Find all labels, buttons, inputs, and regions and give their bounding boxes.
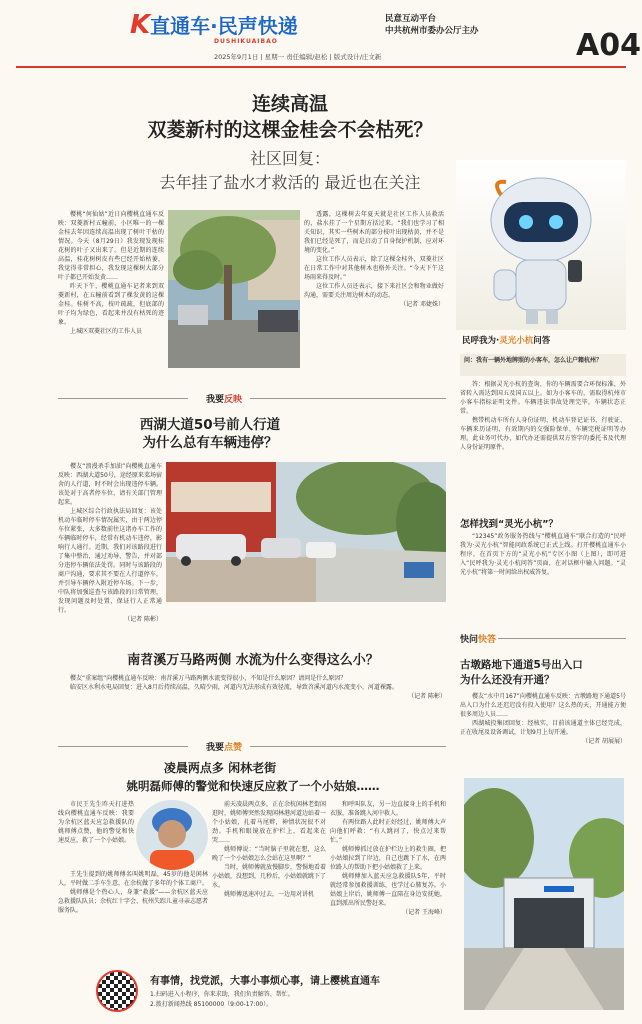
robot-answer (460, 380, 626, 510)
robot-mascot-box (456, 160, 626, 330)
sidebar-story-body (460, 692, 626, 774)
divider (250, 746, 446, 747)
lead-sub1: 社区回复： (249, 149, 330, 168)
story4-para2: 王先生提到的姚师傅名叫姚明磊，45岁的他是闲林人，平时做二手车生意，在余杭做了多年的个体工商户。 (58, 871, 208, 887)
section-label: 我要 (206, 743, 225, 753)
footer-line2: 2.拨打新闻热线 85100000（9:00-17:00）。 (150, 1001, 273, 1008)
sidewalk-photo (166, 462, 446, 602)
section-tag-dianzan (206, 740, 242, 753)
section-label: 快问 (460, 635, 479, 645)
section-tag-fanying (206, 392, 242, 405)
robot-name (462, 334, 550, 346)
story2-title1: 西湖大道50号前人行道 (139, 417, 281, 433)
lead-para4: 透露，这棵树去年夏天就是社区工作人员救活的，盐水挂了一个星期方括过来。“我们也学习了相关知识，其实一些树木的部分枝叶出现枯黄，并不是我们已经是死了，而是启动了自身保护机制，应对环境的变化。” (304, 211, 444, 254)
story2-title2: 为什么总有车辆违停？ (142, 435, 278, 451)
robot-name-main: 灵光小杭 (499, 336, 534, 346)
story4-para5: 姚师傅说：“当时脑子里就在想，这么晚了一个小姑娘怎么会站在这里啊？” (212, 846, 326, 862)
section-label-red: 点赞 (224, 743, 243, 753)
story4-col1b (58, 870, 208, 960)
lead-title1: 连续高温 (251, 93, 328, 115)
story4-col2 (212, 800, 326, 960)
story3-para1: 樱友“重案组”向樱桃直通车反映：南苕溪万马路两侧水流变得很小，不知是什么原因？请问是什么原因？ (70, 675, 347, 682)
section-label: 我要 (206, 395, 225, 405)
sidebar-story-para1: 樱友“水中月167”向樱桃直通车反映：古墩路地下通道5号出入口为什么还迟迟没有投入使用？这么热的天，开通能方便很多周边人员…… (460, 693, 626, 718)
story4-title2: 姚明磊师傅的警觉和快速反应救了一个小姑娘…… (126, 779, 380, 793)
story4-para7: 姚师傅迅速冲过去，一边用对讲机 (224, 891, 315, 898)
story2-body (58, 462, 162, 640)
brand-k-icon: K (130, 10, 151, 40)
robot-mascot-icon (456, 160, 626, 330)
robot-name-prefix: 民呼我为· (462, 336, 500, 346)
lead-para6: 这位工作人员还表示，接下来社区会和物业做好沟通，需要关注周边树木的动态。 (304, 283, 444, 299)
masthead-title: 直通车·民声快递 (150, 14, 298, 38)
section-tag-kuaixun (460, 632, 496, 645)
partner-line2: 中共杭州市委办公厅主办 (385, 26, 479, 36)
story3-body (58, 674, 446, 706)
robot-question: 问：我有一辆外地牌照的小客车，怎么让户籍杭州？ (460, 354, 626, 376)
lead-byline: （记者 邓婕姝） (400, 301, 444, 308)
qr-code-icon[interactable] (96, 970, 138, 1012)
header-divider (16, 66, 626, 68)
story4-para4: 前天凌晨两点多，正在余杭闲林老街闲逛时，姚师傅突然发现闲林港河道边站着一个小姑娘，扎着马尾辫，神情状况很不对劲。手机和眼镜放在护栏上，看起来在哭…… (212, 801, 326, 844)
section-label-red: 快答 (478, 635, 497, 645)
underpass-photo (464, 778, 624, 1010)
section-label-red: 反映 (224, 395, 243, 405)
lead-para3: 上城区双菱社区的工作人员 (70, 328, 143, 335)
sidebar-byline: （记者 胡展展） (582, 738, 626, 745)
divider (250, 398, 446, 399)
divider (498, 638, 626, 639)
divider (58, 746, 188, 747)
story4-para11: 姚师傅加入蓝天应急救援队5年，平时就经常参加救援训练，也学过心肺复苏。小姑娘上岸后，姚师傅一直陪在身边安抚她，直到派出所民警赶来。 (330, 873, 446, 907)
story4-title1: 凌晨两点多 闲林老街 (163, 761, 277, 775)
lead-para5: 这位工作人员表示，除了这棵金桂外，双菱社区在日常工作中对其他树木也格外关注。“今天下午这场雨来得及时。” (304, 256, 444, 281)
footer-line1: 1.扫码进入小程序，你来求助，我们负责解答、帮忙。 (150, 991, 294, 998)
story4-para1: 市民王先生昨天打进热线向樱桃直通车反映：我要为余杭区蓝天应急救援队的姚师傅点赞，他的警觉和快速反应，救了一个小姑娘。 (58, 801, 134, 844)
lead-para1: 樱桃“何仙姑”近日向樱桃直通车反映：双菱新村五幢前，小区唯一的一棵金桂去年因连续高温出现了树叶干枯的情况。今天（8月29日）我发现发现桂花树的叶子又出来了。但是近期的连续高温，桂花树树皮有些已经开始枯萎，我觉得非常担心，我发现这棵树大部分叶子都已开始发黄…… (58, 211, 164, 281)
story2-para1: 樱友“浪漫杀手加油”向樱桃直通车反映：西湖大道50号，途经原来菜场宿舍的人行道，时不时会出现违停车辆。该处对于高者停车位，请有关部门管理起来。 (58, 463, 162, 506)
lead-body-left (58, 210, 164, 370)
lead-sub2: 去年挂了盐水才救活的 最近也在关注 (159, 173, 421, 192)
story4-col3 (330, 800, 446, 960)
page-number: A04 (576, 28, 641, 63)
lead-title2: 双菱新村的这棵金桂会不会枯死？ (147, 119, 433, 141)
story2-para2: 上城区综合行政执法局回复：该处机动车临时停车情况属实，由于两边停车位紧张，大多数前往这诸办车工作的车辆临时停车，经常有机动车违停，影响行人通行。近期，我们对该路段进行了集中整治，通过劝导、警告，并对部分违停车辆依法处罚。同时与该路段的商户沟通，要求其不要在人行道停车，并引导车辆停入附近停车场。下一步，中队将加强巡查与该路段的日常管理，发现问题及时处置，保证行人正常通行。 (58, 508, 162, 614)
lead-para2: 昨天下午，樱桃直通车记者来到双菱新村，在五幢前看到了棵发黄的这棵金桂。桂树不高，枝叶疏疏，但底部的叶子均为绿色，看起来并没有枯死的迹象。 (58, 283, 164, 326)
story3-byline: （记者 陈彬） (408, 693, 446, 700)
sidebar-story-title1: 古墩路地下通道5号出入口 (460, 659, 583, 671)
sidebar-story-para2: 西湖城投集团回复：经核实，目前该通道主体已经完成，正在收尾及设备调试，计划9月上旬开通。 (460, 720, 626, 736)
howto-body (460, 532, 626, 602)
story4-para3: 姚师傅是个热心人，身兼“救援”——余杭区蓝天应急救援队队员；余杭红十字会、杭州失踪儿童寻亲志愿者服务队。 (58, 889, 208, 914)
howto-para: “12345”政务服务热线与“樱桃直通车”联合打造的“民呼我为·灵光小杭”智能问政系统已正式上线。打开樱桃直通车小程序，在首页下方的“灵光小杭”专区小图（上图），即可进入“民呼我为·灵光小杭问答”页面，在对话框中输入问题。“灵光小杭”将第一时间给出权威答复。 (460, 533, 626, 576)
howto-title: 怎样找到“灵光小杭”？ (460, 519, 558, 530)
answer-para2: 携带机动车所有人身份证明、机动车登记证书、行驶证、车辆来历证明、有效期内的交强险保单、车辆完税证明等办理。此业务可代办，如代办还需提供双方签字的委托书及代理人身份证明原件。 (460, 417, 626, 451)
story3-title: 南苕溪万马路两侧 水流为什么变得这么小？ (127, 653, 379, 668)
story4-byline: （记者 王海峰） (402, 909, 446, 916)
story4-para10: 姚师傅抓过放在护栏边上的救生圈，把小姑娘拉到了岸边，自己也跳下了水，在两位路人的帮助下把小姑娘救了上来。 (330, 846, 446, 871)
partner-line1: 民意互动平台 (385, 14, 437, 24)
story4-para6: 当时，姚师傅就放慢脚步，警惕地看着小姑娘，没想到，几秒后，小姑娘就跳下了水。 (212, 864, 326, 889)
robot-name-suffix: 问答 (533, 336, 551, 346)
story4-para9: 有两位路人此时正好经过，姚师傅大声向他们呼救：“有人跳河了，快点过来帮忙。” (330, 819, 446, 844)
dateline: 2025年9月1日 | 星期一 责任编辑/赵松 | 版式设计/庄文新 (214, 53, 382, 61)
brand-en: DUSHIKUAIBAO (214, 38, 278, 45)
osmanthus-photo (168, 210, 300, 368)
hero-portrait (136, 800, 208, 870)
divider (58, 398, 188, 399)
story2-byline: （记者 陈彬） (124, 616, 162, 623)
footer-title: 有事情，找党派，大事小事烦心事，请上樱桃直通车 (150, 976, 380, 987)
answer-para1: 答：根据灵光小杭的查询，你的车辆需要合环保标准，外省转入需达到国五及国五以上。如为小客车的，需取得杭州市小客车指标证明文件。车辆违法事故处理完毕，车辆状态正常。 (460, 381, 626, 415)
partner-box (385, 13, 479, 37)
lead-body-right (304, 210, 444, 370)
masthead-logo (130, 10, 380, 40)
sidebar-story-title2: 为什么还没有开通？ (460, 674, 555, 686)
story3-para2: 临安区水利水电局回复：进入8月后持续高温，久晴少雨，河道内无法形成有效径流，导致苕溪河道内水流变小、河道裸露。 (70, 684, 398, 691)
story4-para8: 和呼叫队友，另一边直接身上的手机和衣服，准备跳入河中救人。 (330, 801, 446, 817)
